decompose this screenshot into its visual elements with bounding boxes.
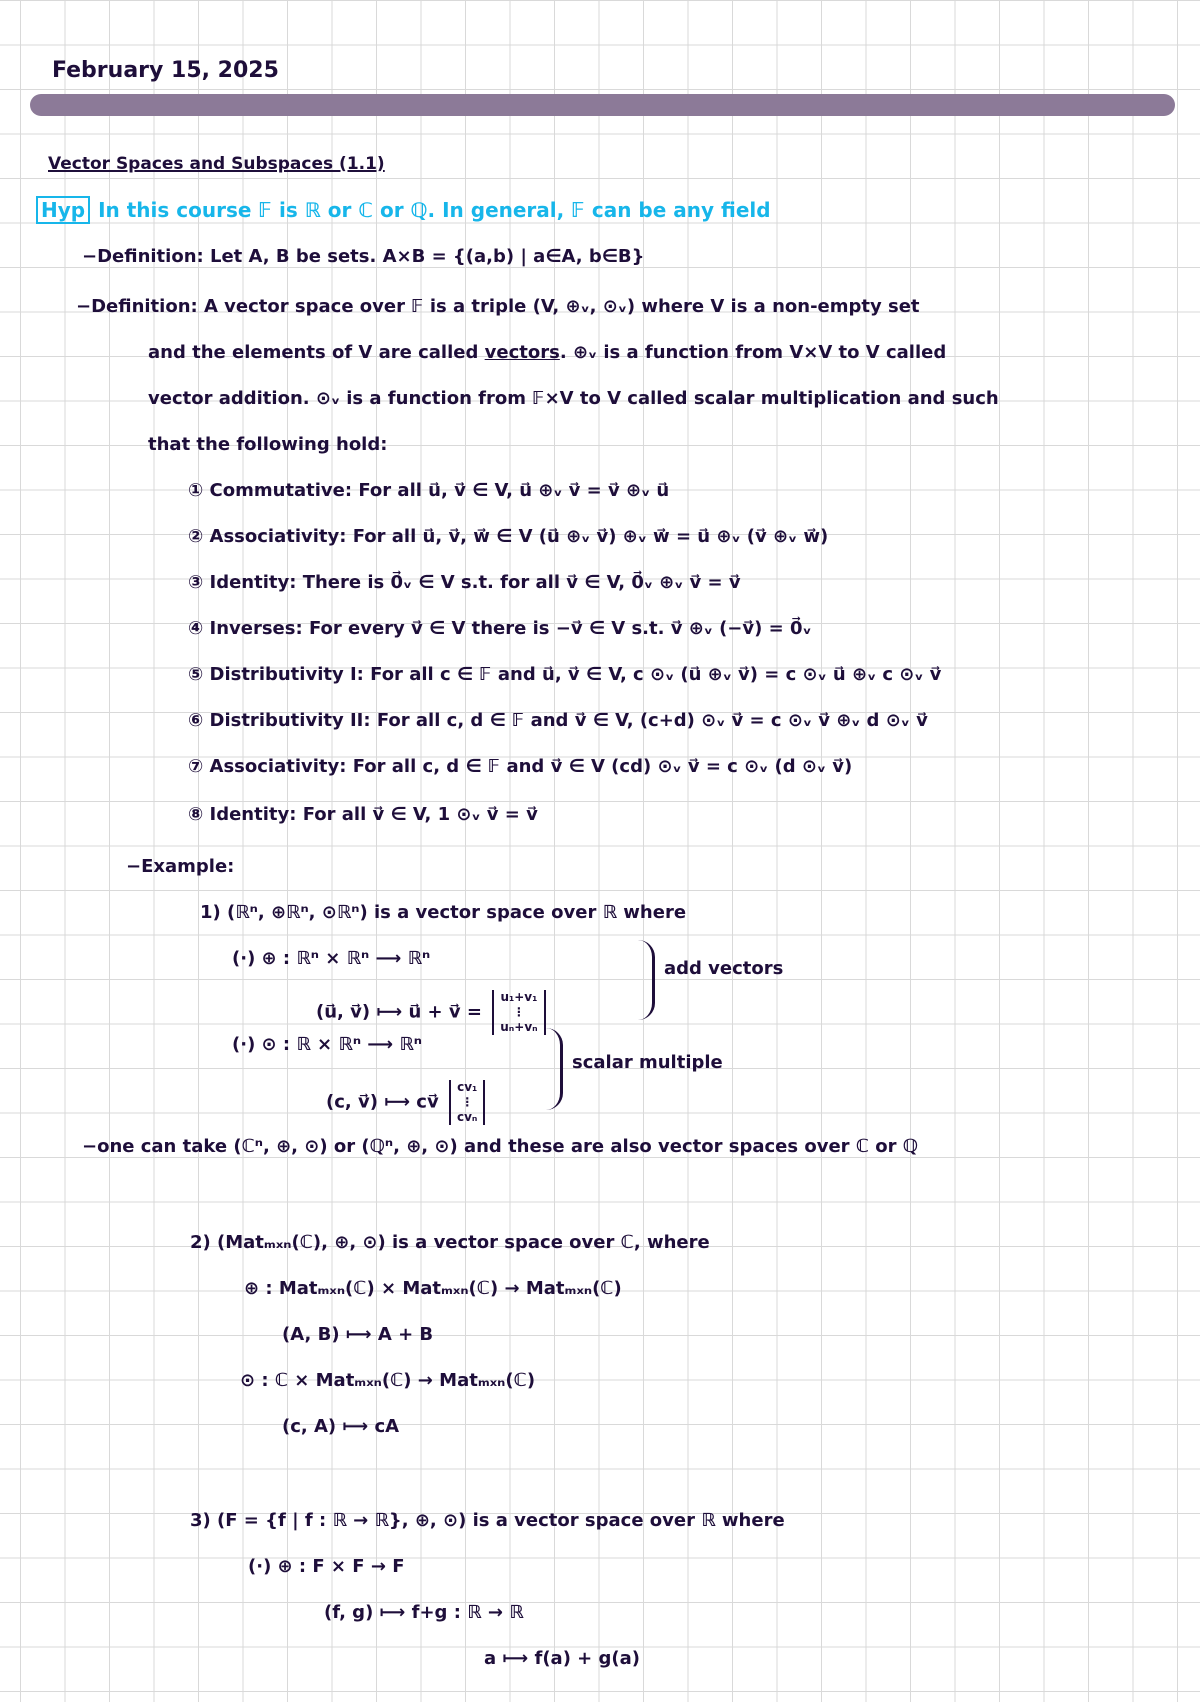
addition-note: add vectors: [664, 958, 784, 979]
axiom-inverses: ④ Inverses: For every v⃗ ∈ V there is −v⃗ ∈ V s.t. v⃗ ⊕ᵥ (−v⃗) = 0⃗ᵥ: [188, 618, 812, 639]
remark-other-fields: −one can take (ℂⁿ, ⊕, ⊙) or (ℚⁿ, ⊕, ⊙) and these are also vector spaces over ℂ or ℚ: [82, 1136, 919, 1157]
definition-text: . ⊕ᵥ is a function from V×V to V called: [559, 342, 947, 363]
hypothesis-line: [36, 196, 771, 224]
example-2-scalar-map: ⊙ : ℂ × Matₘₓₙ(ℂ) → Matₘₓₙ(ℂ): [240, 1370, 536, 1391]
axiom-commutative: ① Commutative: For all u⃗, v⃗ ∈ V, u⃗ ⊕ᵥ v⃗ = v⃗ ⊕ᵥ u⃗: [188, 480, 670, 501]
definition-text: and the elements of V are called: [148, 342, 479, 363]
axiom-associativity-addition: ② Associativity: For all u⃗, v⃗, w⃗ ∈ V (u⃗ ⊕ᵥ v⃗) ⊕ᵥ w⃗ = u⃗ ⊕ᵥ (v⃗ ⊕ᵥ w⃗): [188, 526, 829, 547]
matrix-entry: cvₙ: [456, 1110, 478, 1124]
definition-vector-space-line-1: −Definition: A vector space over 𝔽 is a triple (V, ⊕ᵥ, ⊙ᵥ) where V is a non-empty set: [76, 296, 920, 317]
example-2-intro: 2) (Matₘₓₙ(ℂ), ⊕, ⊙) is a vector space over ℂ, where: [190, 1232, 710, 1253]
definition-vector-space-line-3: vector addition. ⊙ᵥ is a function from 𝔽×V to V called scalar multiplication and such: [148, 388, 999, 409]
example-3-addition-rule: (f, g) ⟼ f+g : ℝ → ℝ: [324, 1602, 524, 1623]
vectors-term: vectors: [484, 342, 560, 363]
matrix-entry: ⋮: [512, 1005, 525, 1019]
hypothesis-label: Hyp: [36, 196, 90, 224]
axiom-distributivity-1: ⑤ Distributivity I: For all c ∈ 𝔽 and u⃗, v⃗ ∈ V, c ⊙ᵥ (u⃗ ⊕ᵥ v⃗) = c ⊙ᵥ u⃗ ⊕ᵥ c ⊙ᵥ v⃗: [188, 664, 942, 685]
definition-cartesian-product: −Definition: Let A, B be sets. A×B = {(a,b) | a∈A, b∈B}: [82, 246, 645, 267]
axiom-associativity-scalar: ⑦ Associativity: For all c, d ∈ 𝔽 and v⃗ ∈ V (cd) ⊙ᵥ v⃗ = c ⊙ᵥ (d ⊙ᵥ v⃗): [188, 756, 853, 777]
example-1-addition-rule-text: (u⃗, v⃗) ⟼ u⃗ + v⃗ =: [316, 1001, 482, 1023]
example-2-addition-rule: (A, B) ⟼ A + B: [282, 1324, 434, 1345]
axiom-additive-identity: ③ Identity: There is 0⃗ᵥ ∈ V s.t. for all v⃗ ∈ V, 0⃗ᵥ ⊕ᵥ v⃗ = v⃗: [188, 572, 741, 593]
addition-result-vector: [492, 990, 545, 1035]
example-3-addition-evaluation: a ⟼ f(a) + g(a): [484, 1648, 641, 1669]
definition-vector-space-line-2: [148, 342, 946, 364]
example-heading: −Example:: [126, 856, 235, 877]
example-1-intro: 1) (ℝⁿ, ⊕ℝⁿ, ⊙ℝⁿ) is a vector space over ℝ where: [200, 902, 687, 923]
example-3-addition-map: (·) ⊕ : F × F → F: [248, 1556, 405, 1577]
section-title: Vector Spaces and Subspaces (1.1): [48, 154, 385, 174]
matrix-entry: cv₁: [457, 1080, 478, 1094]
example-1-addition-rule: [316, 990, 550, 1035]
example-2-addition-map: ⊕ : Matₘₓₙ(ℂ) × Matₘₓₙ(ℂ) → Matₘₓₙ(ℂ): [244, 1278, 622, 1299]
example-1-addition-map: (·) ⊕ : ℝⁿ × ℝⁿ ⟶ ℝⁿ: [232, 948, 431, 969]
matrix-entry: ⋮: [461, 1095, 474, 1109]
header-divider-bar: [30, 94, 1175, 116]
example-2-scalar-rule: (c, A) ⟼ cA: [282, 1416, 400, 1437]
scalar-brace: [546, 1028, 563, 1110]
scalar-note: scalar multiple: [572, 1052, 723, 1073]
example-3-intro: 3) (F = {f | f : ℝ → ℝ}, ⊕, ⊙) is a vector space over ℝ where: [190, 1510, 785, 1531]
example-1-scalar-rule: [326, 1080, 489, 1125]
example-1-scalar-map: (·) ⊙ : ℝ × ℝⁿ ⟶ ℝⁿ: [232, 1034, 422, 1055]
matrix-entry: u₁+v₁: [500, 990, 538, 1004]
definition-vector-space-line-4: that the following hold:: [148, 434, 388, 455]
hypothesis-text: In this course 𝔽 is ℝ or ℂ or ℚ. In general, 𝔽 can be any field: [98, 198, 771, 222]
note-date: February 15, 2025: [52, 58, 279, 83]
example-1-scalar-rule-text: (c, v⃗) ⟼ cv⃗: [326, 1091, 439, 1113]
axiom-scalar-identity: ⑧ Identity: For all v⃗ ∈ V, 1 ⊙ᵥ v⃗ = v⃗: [188, 804, 538, 825]
scalar-result-vector: [449, 1080, 485, 1125]
matrix-entry: uₙ+vₙ: [500, 1020, 538, 1034]
axiom-distributivity-2: ⑥ Distributivity II: For all c, d ∈ 𝔽 and v⃗ ∈ V, (c+d) ⊙ᵥ v⃗ = c ⊙ᵥ v⃗ ⊕ᵥ d ⊙ᵥ v⃗: [188, 710, 928, 731]
addition-brace: [638, 940, 655, 1020]
